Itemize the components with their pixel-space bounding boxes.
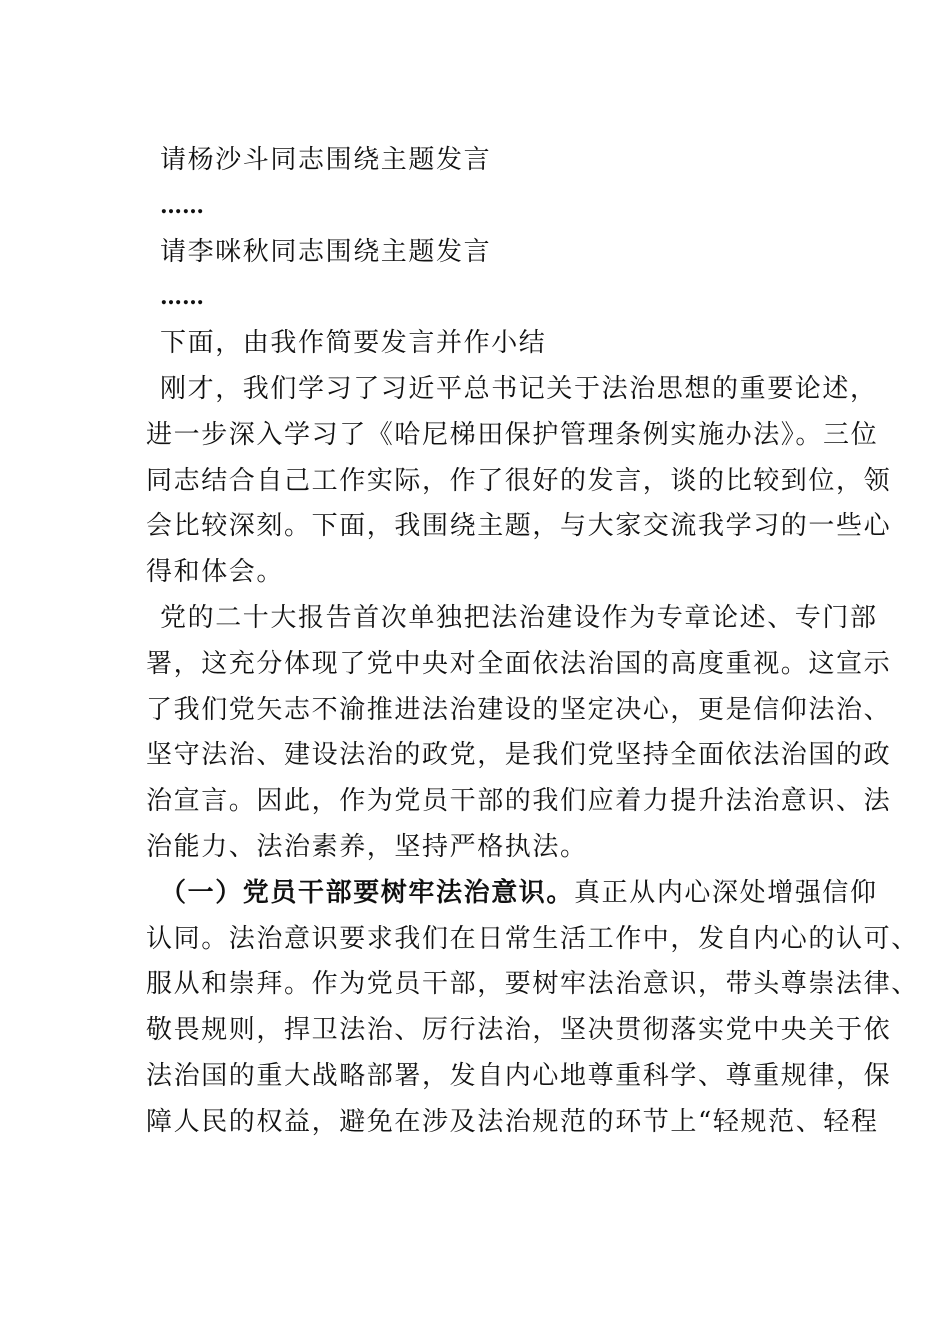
paragraph-line: 法治国的重大战略部署，发自内心地尊重科学、尊重规律，保 xyxy=(146,1060,892,1091)
paragraph-line: 障人民的权益，避免在涉及法治规范的环节上“轻规范、轻程 xyxy=(146,1106,879,1137)
ellipsis-line: …… xyxy=(160,192,204,219)
paragraph-line: 党的二十大报告首次单独把法治建设作为专章论述、专门部 xyxy=(160,602,878,633)
speaker-invite-line: 请杨沙斗同志围绕主题发言 xyxy=(160,145,492,175)
paragraph-line: 进一步深入学习了《哈尼梯田保护管理条例实施办法》。三位 xyxy=(146,419,879,450)
section-heading: （一）党员干部要树牢法治意识。 xyxy=(160,877,575,908)
paragraph-line: 刚才，我们学习了习近平总书记关于法治思想的重要论述， xyxy=(160,373,878,404)
paragraph-line: 治能力、法治素养，坚持严格执法。 xyxy=(146,831,588,862)
paragraph-line: 署，这充分体现了党中央对全面依法治国的高度重视。这宣示 xyxy=(146,648,892,679)
paragraph-line: 得和体会。 xyxy=(146,557,285,588)
summary-intro-line: 下面，由我作简要发言并作小结 xyxy=(160,328,547,359)
paragraph-line: 服从和崇拜。作为党员干部，要树牢法治意识，带头尊崇法律、 xyxy=(146,969,919,1000)
paragraph-line: 认同。法治意识要求我们在日常生活工作中，发自内心的认可、 xyxy=(146,923,919,954)
paragraph-line: 同志结合自己工作实际，作了很好的发言，谈的比较到位，领 xyxy=(146,465,892,496)
speaker-invite-line: 请李咪秋同志围绕主题发言 xyxy=(160,236,492,267)
document-body xyxy=(146,138,919,1146)
section-heading-line xyxy=(146,871,878,917)
ellipsis-line: …… xyxy=(160,284,204,311)
paragraph-line: 敬畏规则，捍卫法治、厉行法治，坚决贯彻落实党中央关于依 xyxy=(146,1015,892,1046)
paragraph-line: 治宣言。因此，作为党员干部的我们应着力提升法治意识、法 xyxy=(146,786,892,817)
paragraph-line: 坚守法治、建设法治的政党，是我们党坚持全面依法治国的政 xyxy=(146,740,892,771)
paragraph-line: 了我们党矢志不渝推进法治建设的坚定决心，更是信仰法治、 xyxy=(146,694,892,725)
paragraph-line: 会比较深刻。下面，我围绕主题，与大家交流我学习的一些心 xyxy=(146,511,892,542)
section-heading-rest: 真正从内心深处增强信仰 xyxy=(574,877,878,908)
